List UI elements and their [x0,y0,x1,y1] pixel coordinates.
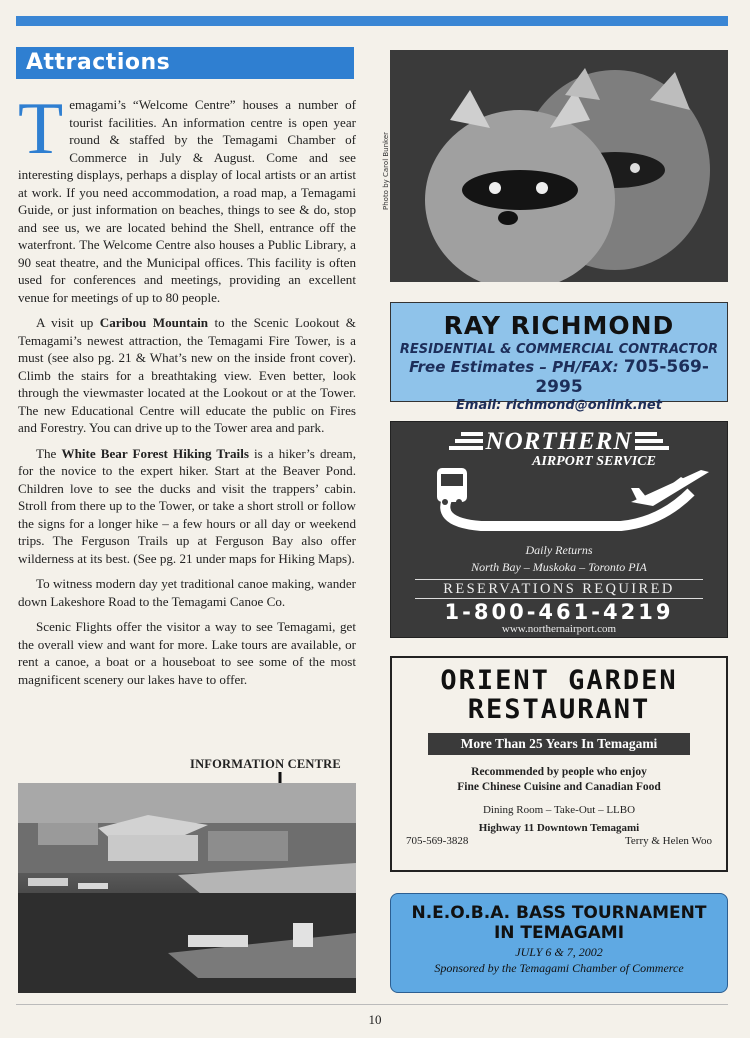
northern-route: North Bay – Muskoka – Toronto PIA [471,560,647,574]
white-bear-trails-bold: White Bear Forest Hiking Trails [61,445,249,461]
orient-garden-title: ORIENT GARDEN RESTAURANT [440,665,678,725]
caribou-mountain-bold: Caribou Mountain [99,315,209,330]
page-number: 10 [368,1012,382,1027]
raccoon-photo [390,50,728,282]
neoba-title: N.E.O.B.A. BASS TOURNAMENT IN TEMAGAMI [411,903,707,943]
section-title: Attractions [16,47,354,79]
article-paragraph-3: The White Bear Forest Hiking Trails is a hiker’s dream, for the novice to the expert hiker. Start at the Beaver Pond. Children love to see the ducks and visit the trappers’ cabin. Stroll from there up to the Tower, or take a short stroll or follow the signs for a longer hike – a few hours or all day or weekend trips. The Ferguson Trails up at Ferguson Bay also offer wilderness at its best. (See pg. 21 under maps for Hiking Maps). [18,445,356,566]
article-paragraph-1: Temagami’s “Welcome Centre” houses a number of tourist facilities. An information centre is open year round & staffed by the Temagami Chamber of Commerce in July & August. Come and see interesting displays, perhaps a display of local artists or an artist at work. If you need accommodation, a road map, a Temagami Guide, or just information on beaches, things to see & do, stop and see us, we are located behind the Shell, entrance off the waterfront. The Welcome Centre also houses a Public Library, a 90 seat theatre, and the Municipal offices. This facility is often used for conferences and meetings, providing an excellent venue for meetings of up to 80 people. [18,88,356,305]
orient-garden-services: Dining Room – Take-Out – LLBO [482,804,636,816]
article-paragraph-5: Scenic Flights offer the visitor a way to see Temagami, get the overall view and want for more. Lake tours are available, or rent a canoe, a boat or a houseboat to see some of the most magnificent scenery our lakes have to offer. [18,619,356,687]
orient-garden-recommendation: Recommended by people who enjoy Fine Chinese Cuisine and Canadian Food [457,766,661,793]
ray-richmond-name: RAY RICHMOND [443,311,675,340]
ray-richmond-phone-line: Free Estimates – PH/FAX: 705-569-2995 [409,357,709,397]
drop-cap: T [18,88,64,170]
ray-richmond-tagline: RESIDENTIAL & COMMERCIAL CONTRACTOR [399,342,719,357]
attractions-article [18,88,356,696]
northern-daily-returns: Daily Returns [525,543,593,557]
article-paragraph-4: To witness modern day yet traditional canoe making, wander down Lakeshore Road to the Temagami Canoe Co. [18,576,356,609]
orient-garden-phone: 705-569-3828 [406,835,469,847]
orient-garden-owners: Terry & Helen Woo [624,835,712,847]
ray-richmond-email: Email: richmond@onlink.net [456,398,662,413]
town-aerial-image [18,783,356,993]
orient-garden-address: Highway 11 Downtown Temagami [478,822,640,834]
information-centre-photo [18,783,356,993]
neoba-date: JULY 6 & 7, 2002 [515,945,603,959]
bottom-divider [16,1004,728,1005]
information-centre-caption: INFORMATION CENTRE [190,757,341,771]
neoba-tournament-ad [390,893,728,993]
orient-garden-ad [390,656,728,872]
raccoon-image [390,50,728,282]
northern-reservations: RESERVATIONS REQUIRED [415,579,703,599]
northern-subtitle: AIRPORT SERVICE [532,454,656,469]
northern-phone: 1-800-461-4219 [444,600,674,624]
article-paragraph-2: A visit up Caribou Mountain to the Scenic Lookout & Temagami’s newest attraction, the Temagami Fire Tower, is a must (see also pg. 21 & What’s new on the inside front cover). Climb the stairs for a breathtaking view. Even better, look through the viewmaster located at the Lookout or at the Tower. The new Educational Centre will educate the public on Fires and Forestry. You can drive up to the Tower area and park. [18,315,356,435]
top-color-bar [16,16,728,26]
northern-url: www.northernairport.com [501,623,617,635]
northern-airport-ad [390,421,728,638]
neoba-sponsor: Sponsored by the Temagami Chamber of Commerce [434,961,684,975]
ray-richmond-ad [390,302,728,413]
ray-richmond-phone: 705-569-2995 [535,357,709,397]
orient-garden-years-band: More Than 25 Years In Temagami [428,733,690,755]
northern-title: NORTHERN [485,428,633,455]
photo-credit: Photo by Carol Bunker [382,131,390,210]
orient-garden-contact-row [392,835,726,847]
